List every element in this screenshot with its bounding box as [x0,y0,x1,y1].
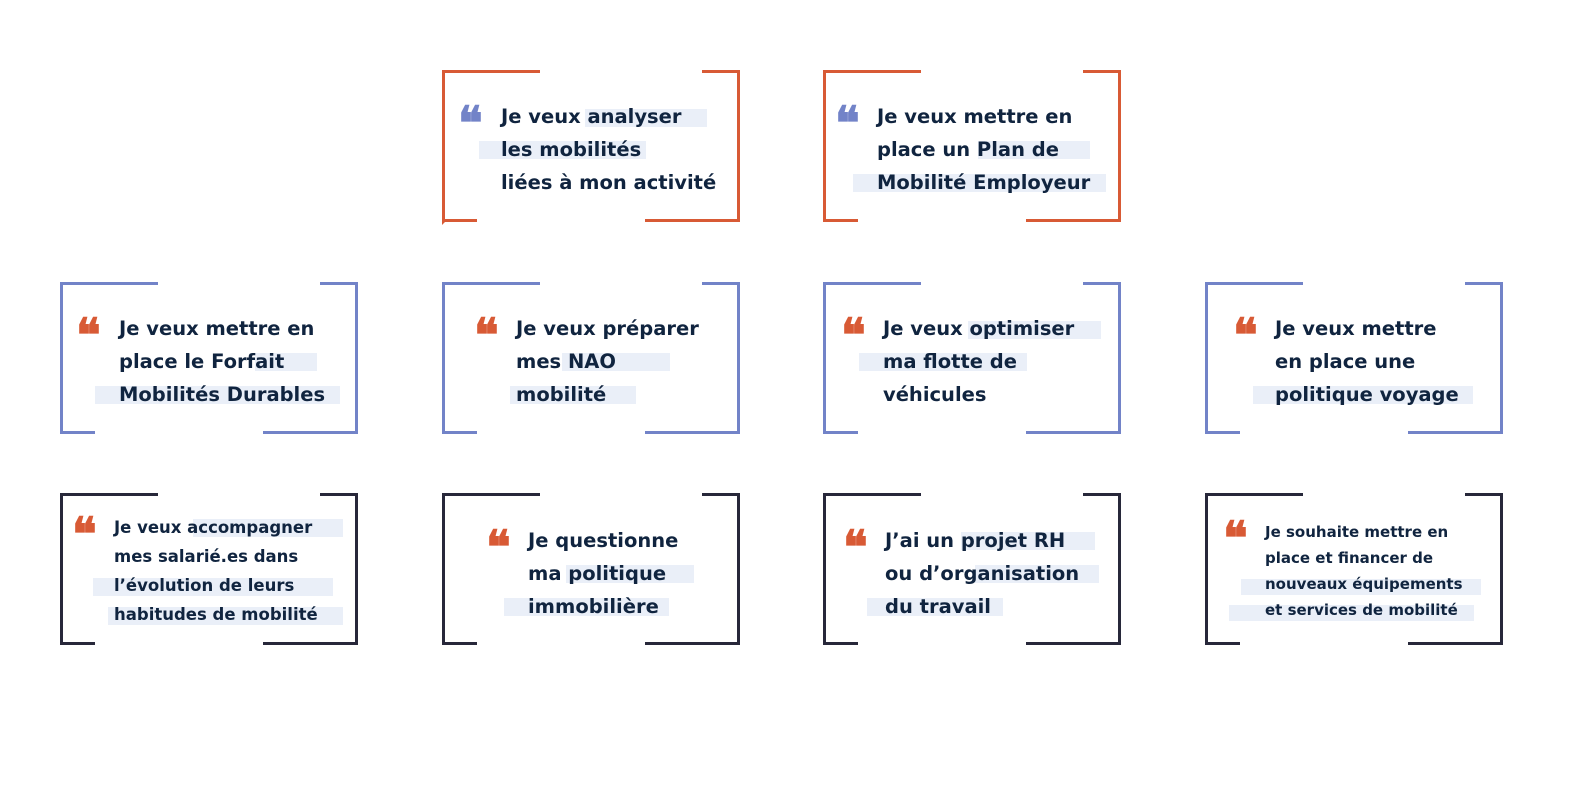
card-text: Je veux mettre en place le Forfait Mobilités Durables [119,317,326,406]
bracket-left-bottom [1205,642,1240,645]
quote-icon: ❝ [843,520,865,574]
card-text: Je questionne ma politique immobilière [528,529,679,618]
bracket-right-bottom [1408,431,1503,434]
bracket-right [1465,282,1503,434]
bracket-right-bottom [263,642,358,645]
bracket-right [702,493,740,645]
bracket-right-bottom [1026,219,1121,222]
card-text: Je veux optimiser ma flotte de véhicules [883,317,1075,406]
bracket-right [1083,493,1121,645]
quote-icon: ❝ [76,308,98,362]
card-forfait-mobilites-durables[interactable] [60,282,358,434]
card-analyser-mobilites[interactable] [442,70,740,222]
card-text: Je veux analyser les mobilités liées à mon activité [501,105,717,194]
quote-icon: ❝ [72,507,94,561]
card-flotte-vehicules[interactable] [823,282,1121,434]
bracket-right-bottom [1026,431,1121,434]
quote-icon: ❝ [458,96,480,150]
card-text: Je veux accompagner mes salarié.es dans l’évolution de leurs habitudes de mobilité [114,518,318,624]
bracket-right [1465,493,1503,645]
card-plan-mobilite-employeur[interactable] [823,70,1121,222]
quote-icon: ❝ [474,308,496,362]
card-text: Je souhaite mettre en place et financer de nouveaux équipements et services de mobilité [1265,523,1463,619]
bracket-right [702,282,740,434]
bracket-right-bottom [645,219,740,222]
bracket-left-bottom [823,431,858,434]
bracket-left-bottom [823,642,858,645]
card-equipements-services[interactable] [1205,493,1503,645]
bracket-left-bottom [442,642,477,645]
quote-icon: ❝ [835,96,857,150]
card-projet-rh[interactable] [823,493,1121,645]
card-text: J’ai un projet RH ou d’organisation du travail [885,529,1080,618]
bracket-right [320,282,358,434]
bracket-right-bottom [645,642,740,645]
card-nao-mobilite[interactable] [442,282,740,434]
card-text: Je veux mettre en place un Plan de Mobilité Employeur [877,105,1091,194]
quote-icon: ❝ [1233,308,1255,362]
bracket-right-bottom [1026,642,1121,645]
card-politique-immobiliere[interactable] [442,493,740,645]
card-text: Je veux mettre en place une politique voyage [1275,317,1459,406]
bracket-right [1083,282,1121,434]
bracket-right [320,493,358,645]
quote-icon: ❝ [486,520,508,574]
quote-icon: ❝ [1223,511,1245,565]
bracket-left-bottom [1205,431,1240,434]
bracket-left-bottom [442,431,477,434]
bracket-right-bottom [263,431,358,434]
bracket-left-bottom [60,642,95,645]
bracket-left-bottom [442,219,477,222]
card-text: Je veux préparer mes NAO mobilité [516,317,699,406]
bracket-right-bottom [1408,642,1503,645]
quote-icon: ❝ [841,308,863,362]
bracket-left-bottom [823,219,858,222]
card-accompagner-salaries[interactable] [60,493,358,645]
bracket-left-bottom [60,431,95,434]
card-politique-voyage[interactable] [1205,282,1503,434]
bracket-right-bottom [645,431,740,434]
